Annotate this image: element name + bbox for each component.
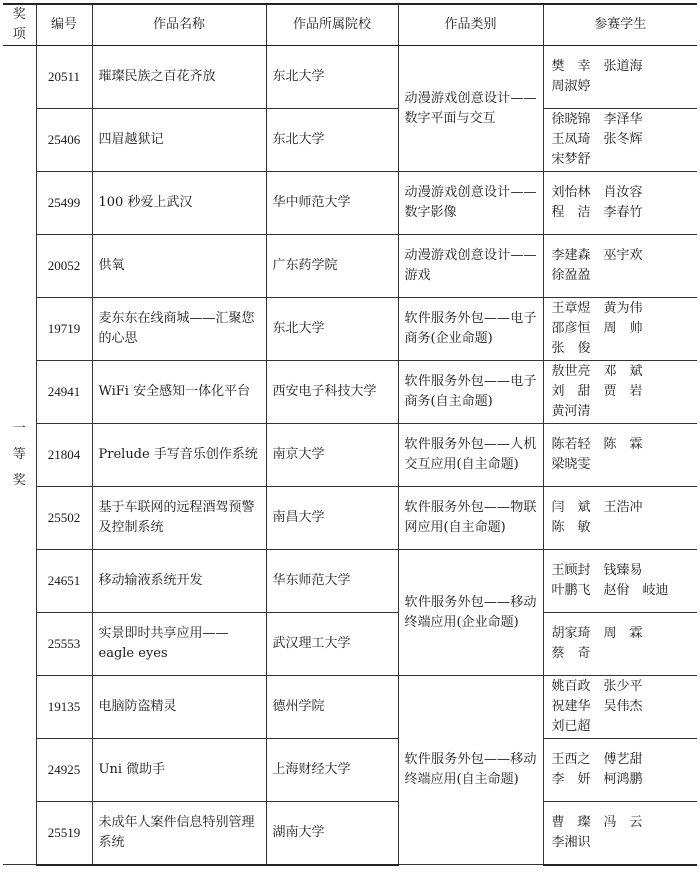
table-row	[3, 739, 697, 802]
header-school: 作品所属院校	[266, 4, 398, 46]
name-cell: 基于车联网的远程酒驾预警及控制系统	[92, 487, 266, 550]
name-cell: 璀璨民族之百花齐放	[92, 46, 266, 109]
students-cell	[543, 676, 697, 739]
students-cell	[543, 361, 697, 424]
student-line: 陈 敏	[551, 520, 591, 535]
student-line: 刘 甜 贾 岩	[551, 384, 643, 399]
table-row	[3, 46, 697, 109]
student-line: 张 俊	[551, 341, 591, 356]
student-line: 徐晓锦 李泽华	[551, 112, 643, 127]
school-cell: 武汉理工大学	[266, 613, 398, 676]
table-row	[3, 235, 697, 298]
student-line: 叶鹏飞 赵佾 岐迪	[551, 583, 669, 598]
student-line: 梁晓雯	[551, 457, 591, 472]
students-cell	[543, 235, 697, 298]
student-line: 徐盈盈	[551, 268, 591, 283]
students-cell	[543, 109, 697, 172]
header-work-name: 作品名称	[92, 4, 266, 46]
category-cell: 动漫游戏创意设计——数字影像	[398, 172, 543, 235]
id-cell: 24941	[36, 361, 92, 424]
name-cell: Uni 微助手	[92, 739, 266, 802]
name-cell: 未成年人案件信息特别管理系统	[92, 802, 266, 865]
id-cell: 25499	[36, 172, 92, 235]
student-line: 李湘识	[551, 834, 591, 850]
id-cell: 24925	[36, 739, 92, 802]
table-row	[3, 109, 697, 172]
name-cell: Prelude 手写音乐创作系统	[92, 424, 266, 487]
id-cell: 25502	[36, 487, 92, 550]
table-row	[3, 172, 697, 235]
name-cell: WiFi 安全感知一体化平台	[92, 361, 266, 424]
school-cell: 西安电子科技大学	[266, 361, 398, 424]
student-line: 周淑婷	[551, 79, 591, 94]
award-cell	[3, 46, 36, 865]
school-cell: 东北大学	[266, 298, 398, 361]
category-cell: 动漫游戏创意设计——游戏	[398, 235, 543, 298]
id-cell: 24651	[36, 550, 92, 613]
award-char: 奖	[12, 473, 26, 488]
name-cell: 移动输液系统开发	[92, 550, 266, 613]
students-cell	[543, 172, 697, 235]
table-row	[3, 424, 697, 487]
school-cell: 广东药学院	[266, 235, 398, 298]
student-line: 刘已超	[551, 719, 591, 734]
category-cell: 动漫游戏创意设计——数字平面与交互	[398, 46, 543, 172]
student-line: 蔡 奇	[551, 646, 591, 661]
student-line: 刘怡林 肖汝容	[551, 185, 643, 200]
school-cell: 南昌大学	[266, 487, 398, 550]
id-cell: 19135	[36, 676, 92, 739]
category-cell: 软件服务外包——电子商务(企业命题)	[398, 298, 543, 361]
student-line: 王顾封 钱臻易	[551, 563, 643, 578]
students-cell	[543, 487, 697, 550]
students-cell	[543, 46, 697, 109]
award-char: 一	[12, 421, 26, 436]
id-cell: 25519	[36, 802, 92, 865]
category-cell: 软件服务外包——移动终端应用(企业命题)	[398, 550, 543, 676]
school-cell: 华东师范大学	[266, 550, 398, 613]
student-line: 曹 璨 冯 云	[551, 814, 643, 830]
id-cell: 19719	[36, 298, 92, 361]
table-row	[3, 361, 697, 424]
category-cell: 软件服务外包——移动终端应用(自主命题)	[398, 676, 543, 865]
school-cell: 东北大学	[266, 109, 398, 172]
student-line: 宋梦舒	[551, 152, 591, 167]
student-line: 李建森 巫宇欢	[551, 248, 643, 263]
category-cell: 软件服务外包——电子商务(自主命题)	[398, 361, 543, 424]
category-cell: 软件服务外包——人机交互应用(自主命题)	[398, 424, 543, 487]
students-cell	[543, 739, 697, 802]
name-cell: 供氧	[92, 235, 266, 298]
id-cell: 20511	[36, 46, 92, 109]
table-row	[3, 298, 697, 361]
student-line: 祝建华 吴伟杰	[551, 699, 643, 714]
school-cell: 华中师范大学	[266, 172, 398, 235]
students-cell	[543, 802, 697, 865]
table-row	[3, 487, 697, 550]
students-cell	[543, 550, 697, 613]
header-students: 参赛学生	[543, 4, 697, 46]
award-char: 等	[12, 447, 26, 462]
id-cell: 20052	[36, 235, 92, 298]
student-line: 胡家琦 周 霖	[551, 626, 643, 641]
id-cell: 25553	[36, 613, 92, 676]
student-line: 邵彦恒 周 帅	[551, 321, 643, 336]
name-cell: 电脑防盗精灵	[92, 676, 266, 739]
awards-table	[3, 3, 697, 866]
id-cell: 25406	[36, 109, 92, 172]
school-cell: 湖南大学	[266, 802, 398, 865]
school-cell: 上海财经大学	[266, 739, 398, 802]
student-line: 王西之 傅艺甜	[551, 752, 643, 767]
students-cell	[543, 298, 697, 361]
name-cell: 四眉越狱记	[92, 109, 266, 172]
table-row	[3, 802, 697, 865]
school-cell: 南京大学	[266, 424, 398, 487]
students-cell	[543, 613, 697, 676]
student-line: 姚百政 张少平	[551, 679, 643, 694]
student-line: 闫 斌 王浩冲	[551, 500, 643, 515]
table-row	[3, 550, 697, 613]
category-cell: 软件服务外包——物联网应用(自主命题)	[398, 487, 543, 550]
name-cell: 麦东东在线商城——汇聚您的心思	[92, 298, 266, 361]
header-id: 编号	[36, 4, 92, 46]
header-category: 作品类别	[398, 4, 543, 46]
table-row	[3, 676, 697, 739]
student-line: 程 洁 李春竹	[551, 205, 643, 220]
id-cell: 21804	[36, 424, 92, 487]
students-cell	[543, 424, 697, 487]
school-cell: 东北大学	[266, 46, 398, 109]
header-award: 奖项	[3, 4, 36, 46]
student-line: 樊 幸 张道海	[551, 59, 643, 74]
name-cell: 100 秒爱上武汉	[92, 172, 266, 235]
student-line: 黄河清	[551, 404, 591, 419]
student-line: 陈若轻 陈 霖	[551, 437, 643, 452]
table-row	[3, 613, 697, 676]
student-line: 王章煜 黄为伟	[551, 301, 643, 316]
student-line: 李 妍 柯鸿鹏	[551, 772, 643, 787]
name-cell: 实景即时共享应用——eagle eyes	[92, 613, 266, 676]
student-line: 王凤琦 张冬辉	[551, 132, 643, 147]
student-line: 敖世亮 邓 斌	[551, 364, 643, 379]
header-row	[3, 4, 697, 46]
school-cell: 德州学院	[266, 676, 398, 739]
